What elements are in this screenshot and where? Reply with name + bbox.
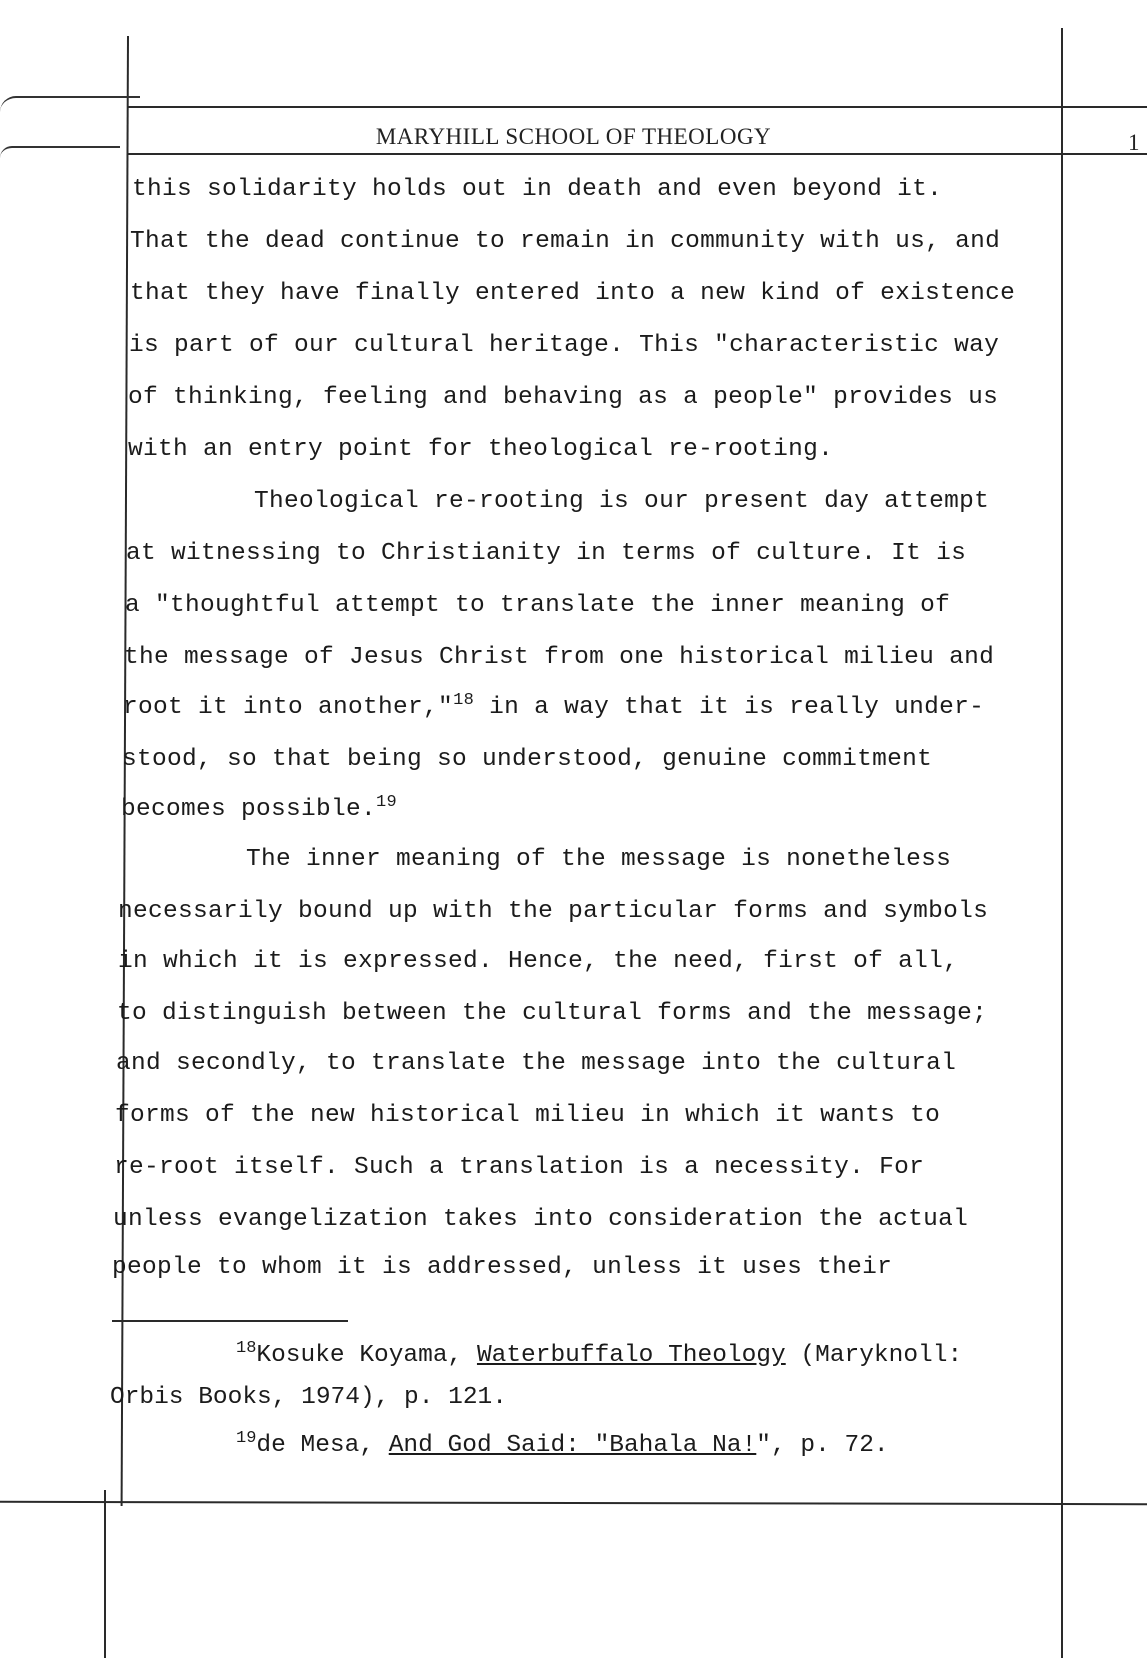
footnote-author: Kosuke Koyama, [256,1342,477,1369]
footnote-18 [236,1339,963,1369]
text-line: that they have finally entered into a new kind of existence [130,280,1016,307]
text-line: is part of our cultural heritage. This "characteristic way [129,332,1000,359]
page-number: 1 [1128,130,1140,155]
text-line: a "thoughtful attempt to translate the inner meaning of [125,592,951,619]
text-line: and secondly, to translate the message into the cultural [116,1050,957,1077]
footnote-18-line2: Orbis Books, 1974), p. 121. [110,1384,507,1411]
text-line: with an entry point for theological re-rooting. [128,436,834,463]
footnote-19 [236,1429,889,1459]
text-line: forms of the new historical milieu in which it wants to [115,1102,941,1129]
page-edge-curve [0,96,140,112]
left-margin-rule-lower [104,1490,106,1658]
footnote-ref-19: 19 [376,793,398,812]
footnote-title: And God Said: "Bahala Na! [388,1432,757,1459]
footnote-rest: (Maryknoll: [785,1342,963,1369]
text-line: this solidarity holds out in death and even beyond it. [132,176,943,203]
footnote-title: Waterbuffalo Theology [476,1342,786,1369]
text-line: to distinguish between the cultural forms and the message; [117,1000,988,1027]
text-line [123,691,985,721]
footnote-separator [112,1320,348,1322]
footnote-number: 18 [236,1339,257,1358]
text-line: unless evangelization takes into consideration the actual [113,1206,969,1233]
footnote-author: de Mesa, [256,1432,389,1459]
text-line-part: in a way that it is really under- [474,694,985,721]
text-line: That the dead continue to remain in community with us, and [130,228,1001,255]
text-line: the message of Jesus Christ from one historical milieu and [124,644,995,671]
text-line: stood, so that being so understood, genuine commitment [122,746,933,773]
text-line: of thinking, feeling and behaving as a people" provides us [128,384,999,411]
text-line: people to whom it is addressed, unless it uses their [112,1254,893,1281]
text-line: re-root itself. Such a translation is a necessity. For [114,1154,925,1181]
text-line: Theological re-rooting is our present day attempt [254,488,990,515]
text-line: necessarily bound up with the particular forms and symbols [118,898,989,925]
text-line: The inner meaning of the message is nonetheless [246,846,952,873]
footnote-ref-18: 18 [453,691,475,710]
header-rule [128,106,1147,108]
text-line: in which it is expressed. Hence, the need, first of all, [118,948,959,975]
text-line [121,793,398,823]
page-header-title: MARYHILL SCHOOL OF THEOLOGY [375,124,772,149]
text-line-part: root it into another," [123,694,454,721]
right-margin-rule [1061,28,1063,1658]
text-line: at witnessing to Christianity in terms of culture. It is [126,540,967,567]
footnote-rest: ", p. 72. [756,1432,889,1459]
footer-rule [0,1501,1147,1505]
footnote-number: 19 [236,1429,257,1448]
header-rule-bottom [128,153,1147,155]
text-line-part: becomes possible. [121,796,377,823]
